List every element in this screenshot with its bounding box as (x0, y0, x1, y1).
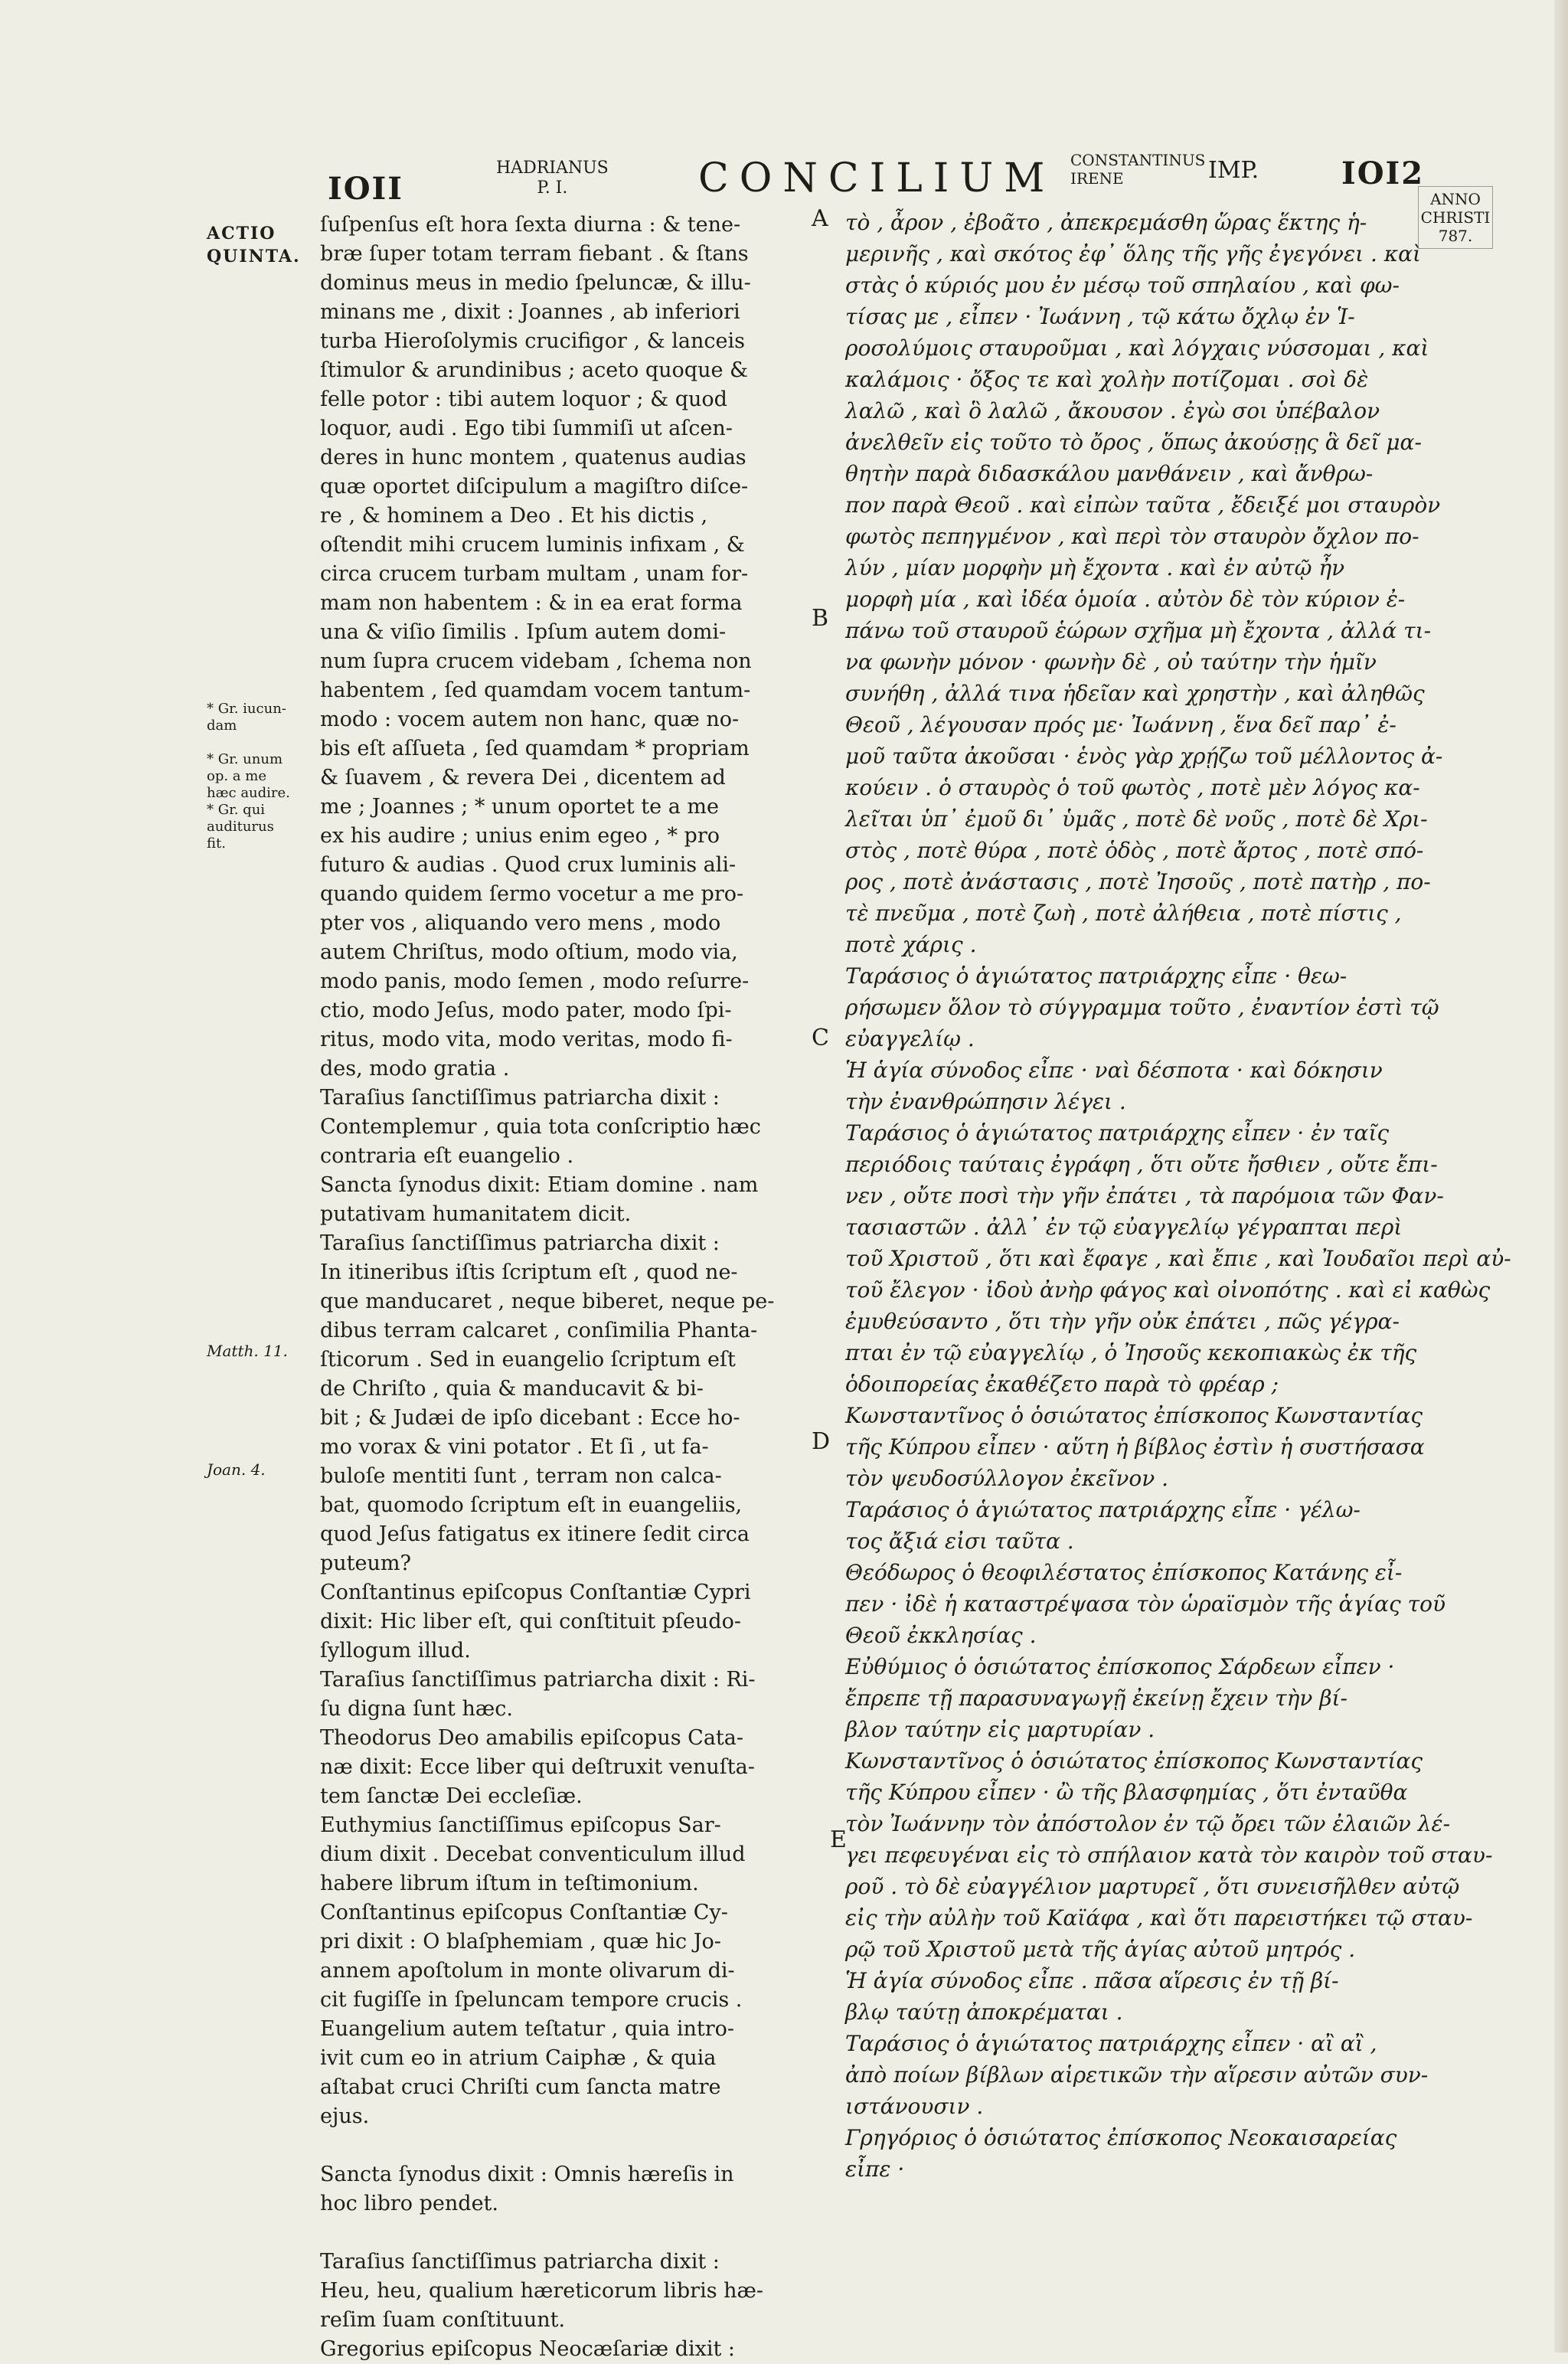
greek-text-line: φωτὸς πεπηγμένον , καὶ περὶ τὸν σταυρὸν ὄχλον πο- (845, 524, 1419, 549)
section-marker-a: A (812, 205, 828, 232)
greek-text-line: ποτὲ χάρις . (845, 932, 977, 957)
margin-note-line: dam (207, 718, 237, 734)
greek-text-line: βλον ταύτην εἰς μαρτυρίαν . (845, 1717, 1155, 1742)
latin-text-line: ctio, modo Jeſus, modo pater, modo ſpi- (320, 999, 732, 1022)
latin-text-line: tem ſanctæ Dei eccleſiæ. (320, 1784, 583, 1808)
latin-text-line: ejus. (320, 2104, 370, 2128)
latin-text-line: quando quidem ſermo vocetur a me pro- (320, 882, 744, 906)
greek-text-line: τος ἄξιά εἰσι ταῦτα . (845, 1529, 1074, 1554)
margin-actio-line-1: ACTIO (207, 224, 276, 244)
greek-text-line: πται ἐν τῷ εὐαγγελίῳ , ὁ Ἰησοῦς κεκοπιακὼς ἐκ τῆς (845, 1340, 1417, 1365)
greek-text-line: λαλῶ , καὶ ὃ λαλῶ , ἄκουσον . ἐγὼ σοι ὑπέβαλον (845, 398, 1380, 423)
greek-text-line: πάνω τοῦ σταυροῦ ἑώρων σχῆμα μὴ ἔχοντα , ἀλλά τι- (845, 618, 1432, 643)
latin-text-line: de Chriſto , quia & manducavit & bi- (320, 1377, 704, 1401)
section-marker-b: B (812, 605, 829, 632)
margin-note-line: fit. (207, 835, 226, 852)
margin-note-line: * Gr. unum (207, 751, 283, 767)
greek-text-line: καλάμοις · ὄξος τε καὶ χολὴν ποτίζομαι . σοὶ δὲ (845, 367, 1369, 392)
running-head-left (496, 159, 609, 198)
latin-text-line: oſtendit mihi crucem luminis infixam , & (320, 533, 745, 557)
latin-text-line: quæ oportet diſcipulum a magiſtro diſce- (320, 475, 749, 499)
latin-text-line: Sancta ſynodus dixit : Omnis hæreſis in (320, 2163, 734, 2186)
latin-text-line: Taraſius ſanctiſſimus patriarcha dixit : (320, 2250, 720, 2274)
latin-text-line (320, 2218, 825, 2248)
latin-text-line: bit ; & Judæi de ipſo dicebant : Ecce ho- (320, 1406, 740, 1430)
latin-text-line: aſtabat cruci Chriſti cum ſancta matre (320, 2075, 721, 2099)
greek-text-line: ρήσωμεν ὅλον τὸ σύγγραμμα τοῦτο , ἐναντίον ἐστὶ τῷ (845, 995, 1439, 1020)
page-edge (1554, 0, 1568, 2353)
greek-text-line: πον παρὰ Θεοῦ . καὶ εἰπὼν ταῦτα , ἔδειξέ μοι σταυρὸν (845, 492, 1441, 518)
greek-text-line: ρος , ποτὲ ἀνάστασις , ποτὲ Ἰησοῦς , ποτὲ πατὴρ , πο- (845, 869, 1431, 894)
section-marker-c: C (812, 1025, 829, 1051)
greek-text-line: συνήθη , ἀλλά τινα ἡδεῖαν καὶ χρηστὴν , καὶ ἀληθῶς (845, 681, 1425, 706)
latin-text-line: turba Hieroſolymis crucifigor , & lanceis (320, 329, 745, 353)
anno-line-1: ANNO (1430, 190, 1481, 208)
latin-text-line: bat, quomodo ſcriptum eſt in euangeliis, (320, 1493, 743, 1517)
latin-text-line: reſim ſuam conſtituunt. (320, 2308, 566, 2332)
greek-text-line: ιστάνουσιν . (845, 2094, 984, 2119)
margin-notes (207, 701, 322, 852)
latin-text-line: felle potor : tibi autem loquor ; & quod (320, 387, 727, 411)
latin-text-line: Gregorius epiſcopus Neocæſariæ dixit : (320, 2337, 736, 2361)
margin-note-line: op. a me (207, 768, 266, 784)
latin-text-line: dominus meus in medio ſpeluncæ, & illu- (320, 271, 751, 295)
latin-text-line: deres in hunc montem , quatenus audias (320, 446, 746, 469)
greek-text-line: τὸ , ἆρον , ἐβοᾶτο , ἀπεκρεμάσθη ὥρας ἕκτης ἡ- (845, 210, 1367, 235)
greek-text-line: Θεόδωρος ὁ θεοφιλέστατος ἐπίσκοπος Κατάνης εἶ- (845, 1560, 1403, 1585)
greek-text-line: Εὐθύμιος ὁ ὁσιώτατος ἐπίσκοπος Σάρδεων εἶπεν · (845, 1654, 1395, 1679)
latin-text-line: putativam humanitatem dicit. (320, 1202, 632, 1226)
greek-text-line: λεῖται ὑπ᾽ ἐμοῦ δι᾽ ὑμᾶς , ποτὲ δὲ νοῦς , ποτὲ δὲ Χρι- (845, 806, 1428, 832)
greek-text-line: τίσας με , εἶπεν · Ἰωάννη , τῷ κάτω ὄχλῳ ἐν Ἱ- (845, 304, 1355, 329)
greek-text-line: μορφὴ μία , καὶ ἰδέα ὁμοία . αὐτὸν δὲ τὸν κύριον ἐ- (845, 587, 1406, 612)
latin-text-line: Taraſius ſanctiſſimus patriarcha dixit : (320, 1231, 720, 1255)
section-marker-d: D (812, 1428, 831, 1455)
latin-text-line: buloſe mentiti ſunt , terram non calca- (320, 1464, 722, 1488)
running-head-left-line-2: P. I. (537, 178, 568, 198)
margin-ref-matthew: Matth. 11. (207, 1342, 288, 1360)
greek-text-line: ρῷ τοῦ Χριστοῦ μετὰ τῆς ἁγίας αὐτοῦ μητρός . (845, 1937, 1356, 1962)
running-head-left-line-1: HADRIANUS (496, 159, 609, 178)
latin-text-line: In itineribus iſtis ſcriptum eſt , quod ne- (320, 1260, 738, 1284)
latin-text-line: des, modo gratia . (320, 1057, 510, 1081)
latin-text-line: habere librum iſtum in teſtimonium. (320, 1872, 699, 1895)
page-number-left: IOII (328, 171, 403, 207)
latin-text-line: næ dixit: Ecce liber qui deſtruxit venuſta- (320, 1755, 755, 1779)
latin-text-line: Theodorus Deo amabilis epiſcopus Cata- (320, 1726, 743, 1750)
latin-text-line: Taraſius ſanctiſſimus patriarcha dixit : Ri- (320, 1668, 756, 1692)
greek-text-line: τῆς Κύπρου εἶπεν · αὕτη ἡ βίβλος ἐστὶν ἡ συστήσασα (845, 1434, 1425, 1460)
greek-text-line: μερινῆς , καὶ σκότος ἐφ᾽ ὅλης τῆς γῆς ἐγεγόνει . καὶ (845, 241, 1422, 266)
latin-text-line: contraria eſt euangelio . (320, 1144, 574, 1168)
greek-text-line: νεν , οὔτε ποσὶ τὴν γῆν ἐπάτει , τὰ παρόμοια τῶν Φαν- (845, 1183, 1444, 1208)
latin-text-line: dibus terram calcaret , conſimilia Phanta- (320, 1319, 758, 1342)
margin-ref-john: Joan. 4. (207, 1460, 266, 1479)
latin-text-line: Contemplemur , quia tota conſcriptio hæc (320, 1115, 761, 1139)
greek-text-line: Ταράσιος ὁ ἁγιώτατος πατριάρχης εἶπεν · αἲ αἲ , (845, 2031, 1377, 2056)
greek-text-line: κούειν . ὁ σταυρὸς ὁ τοῦ φωτὸς , ποτὲ μὲν λόγος κα- (845, 775, 1420, 800)
greek-text-line: περιόδοις ταύταις ἐγράφη , ὅτι οὔτε ἤσθιεν , οὔτε ἔπι- (845, 1152, 1438, 1177)
latin-text-line: cit fugiſſe in ſpeluncam tempore crucis . (320, 1988, 743, 2012)
latin-text-line: ſtimulor & arundinibus ; aceto quoque & (320, 358, 749, 382)
latin-text-line: re , & hominem a Deo . Et his dictis , (320, 504, 708, 528)
running-head-right (1070, 151, 1205, 188)
latin-text-line: ex his audire ; unius enim egeo , * pro (320, 824, 720, 848)
greek-text-line: Γρηγόριος ὁ ὁσιώτατος ἐπίσκοπος Νεοκαισαρείας (845, 2125, 1397, 2150)
greek-text-line: Ἡ ἁγία σύνοδος εἶπε . πᾶσα αἵρεσις ἐν τῇ βί- (845, 1968, 1339, 1993)
greek-text-line: τὴν ἐνανθρώπησιν λέγει . (845, 1089, 1126, 1114)
greek-text-line: τὸν Ἰωάννην τὸν ἀπόστολον ἐν τῷ ὄρει τῶν ἐλαιῶν λέ- (845, 1811, 1451, 1836)
latin-text-line: puteum? (320, 1551, 411, 1575)
latin-text-line: ſuſpenſus eſt hora ſexta diurna : & tene- (320, 213, 741, 237)
latin-text-line: una & viſio ſimilis . Ipſum autem domi- (320, 620, 727, 644)
latin-text-line: ritus, modo vita, modo veritas, modo fi- (320, 1028, 733, 1051)
greek-text-line: στὰς ὁ κύριός μου ἐν μέσῳ τοῦ σπηλαίου , καὶ φω- (845, 273, 1400, 298)
latin-text-line: loquor, audi . Ego tibi ſummiſi ut aſcen- (320, 417, 733, 440)
greek-text-line: ὁδοιπορείας ἐκαθέζετο παρὰ τὸ φρέαρ ; (845, 1372, 1279, 1397)
latin-text-line: annem apoſtolum in monte olivarum di- (320, 1959, 735, 1983)
anno-line-2: CHRISTI (1420, 208, 1491, 227)
greek-text-line: τὲ πνεῦμα , ποτὲ ζωὴ , ποτὲ ἀλήθεια , ποτὲ πίστις , (845, 901, 1402, 926)
greek-text-line: Θεοῦ , λέγουσαν πρός με· Ἰωάννη , ἕνα δεῖ παρ᾽ ἐ- (845, 712, 1396, 737)
greek-text-line: ἀνελθεῖν εἰς τοῦτο τὸ ὄρος , ὅπως ἀκούσῃς ἃ δεῖ μα- (845, 430, 1422, 455)
margin-note-line: * Gr. iucun- (207, 701, 286, 717)
greek-text-line: Θεοῦ ἐκκλησίας . (845, 1623, 1037, 1648)
greek-text-line: Ταράσιος ὁ ἁγιώτατος πατριάρχης εἶπεν · ἐν ταῖς (845, 1120, 1390, 1146)
greek-text-line: βλῳ ταύτῃ ἀποκρέμαται . (845, 1999, 1123, 2025)
latin-text-line: hoc libro pendet. (320, 2192, 498, 2215)
greek-text-line: τοῦ Χριστοῦ , ὅτι καὶ ἔφαγε , καὶ ἔπιε , καὶ Ἰουδαῖοι περὶ αὐ- (845, 1246, 1511, 1271)
anno-line-3: 787. (1438, 227, 1473, 245)
latin-text-line: modo panis, modo ſemen , modo reſurre- (320, 969, 750, 993)
latin-text-line: num ſupra crucem videbam , ſchema non (320, 649, 752, 673)
greek-text-line: μοῦ ταῦτα ἀκοῦσαι · ἑνὸς γὰρ χρῄζω τοῦ μέλλοντος ἀ- (845, 744, 1443, 769)
greek-text-line: ἐμυθεύσαντο , ὅτι τὴν γῆν οὐκ ἐπάτει , πῶς γέγρα- (845, 1309, 1400, 1334)
latin-text-line: Conſtantinus epiſcopus Conſtantiæ Cypri (320, 1581, 751, 1604)
latin-text-line: & ſuavem , & revera Dei , dicentem ad (320, 766, 726, 790)
greek-text-line: Ἡ ἁγία σύνοδος εἶπε · ναὶ δέσποτα · καὶ δόκησιν (845, 1058, 1383, 1083)
greek-text-line: Ταράσιος ὁ ἁγιώτατος πατριάρχης εἶπε · θεω- (845, 963, 1348, 989)
running-head-right-line-1: CONSTANTINUS (1070, 151, 1206, 169)
greek-text-line: Κωνσταντῖνος ὁ ὁσιώτατος ἐπίσκοπος Κωνσταντίας (845, 1403, 1423, 1428)
latin-text-line: ivit cum eo in atrium Caiphæ , & quia (320, 2046, 717, 2070)
margin-actio-line-2: QUINTA. (207, 247, 301, 266)
greek-text-line: τοῦ ἔλεγον · ἰδοὺ ἀνὴρ φάγος καὶ οἰνοπότης . καὶ εἰ καθὼς (845, 1277, 1491, 1303)
greek-text-line: τῆς Κύπρου εἶπεν · ὢ τῆς βλασφημίας , ὅτι ἐνταῦθα (845, 1780, 1408, 1805)
greek-text-line: ἔπρεπε τῇ παρασυναγωγῇ ἐκείνῃ ἔχειν τὴν βί- (845, 1686, 1348, 1711)
running-head-right-line-2: IRENE (1070, 169, 1124, 188)
latin-text-line: minans me , dixit : Joannes , ab inferiori (320, 300, 740, 324)
greek-text-line: γει πεφευγέναι εἰς τὸ σπήλαιον κατὰ τὸν καιρὸν τοῦ σταυ- (845, 1842, 1493, 1868)
latin-text-line: futuro & audias . Quod crux luminis ali- (320, 853, 737, 877)
latin-text-line: Euangelium autem teſtatur , quia intro- (320, 2017, 735, 2041)
latin-column (320, 211, 825, 2364)
page-number-right: IOI2 (1341, 155, 1425, 191)
latin-text-line (320, 2131, 825, 2160)
greek-text-line: λύν , μίαν μορφὴν μὴ ἔχοντα . καὶ ἐν αὐτῷ ἦν (845, 555, 1345, 580)
latin-text-line: mam non habentem : & in ea erat forma (320, 591, 743, 615)
page-title: CONCILIUM (698, 155, 1056, 201)
greek-text-line: τὸν ψευδοσύλλογον ἐκεῖνον . (845, 1466, 1169, 1491)
latin-text-line: habentem , ſed quamdam vocem tantum- (320, 678, 751, 702)
greek-text-line: πεν · ἰδὲ ἡ καταστρέψασα τὸν ὡραϊσμὸν τῆς ἁγίας τοῦ (845, 1591, 1446, 1617)
anno-christi-box (1418, 186, 1493, 249)
latin-text-line: dixit: Hic liber eſt, qui conſtituit pſeudo- (320, 1610, 741, 1633)
margin-note-line (207, 734, 322, 751)
margin-note-line: auditurus (207, 819, 274, 835)
greek-text-line: εἰς τὴν αὐλὴν τοῦ Καϊάφα , καὶ ὅτι παρειστήκει τῷ σταυ- (845, 1905, 1473, 1931)
greek-text-line: εὐαγγελίῳ . (845, 1026, 975, 1051)
latin-text-line: bræ ſuper totam terram fiebant . & ſtans (320, 242, 749, 266)
latin-text-line: pri dixit : O blaſphemiam , quæ hic Jo- (320, 1930, 721, 1954)
latin-text-line: Sancta ſynodus dixit: Etiam domine . nam (320, 1173, 759, 1197)
latin-text-line: dium dixit . Decebat conventiculum illud (320, 1842, 746, 1866)
latin-text-line: quod Jeſus fatigatus ex itinere ſedit circa (320, 1522, 750, 1546)
latin-text-line: modo : vocem autem non hanc, quæ no- (320, 708, 740, 731)
greek-text-line: θητὴν παρὰ διδασκάλου μανθάνειν , καὶ ἄνθρω- (845, 461, 1374, 486)
latin-text-line: Taraſius ſanctiſſimus patriarcha dixit : (320, 1086, 720, 1110)
latin-text-line: Euthymius ſanctiſſimus epiſcopus Sar- (320, 1813, 721, 1837)
latin-text-line: Heu, heu, qualium hæreticorum libris hæ- (320, 2279, 764, 2303)
margin-note-line: * Gr. qui (207, 802, 266, 818)
latin-text-line: bis eſt aſſueta , ſed quamdam * propriam (320, 737, 750, 760)
latin-text-line: Conſtantinus epiſcopus Conſtantiæ Cy- (320, 1901, 728, 1924)
latin-text-line: pter vos , aliquando vero mens , modo (320, 911, 721, 935)
greek-text-line: να φωνὴν μόνον · φωνὴν δὲ , οὐ ταύτην τὴν ἡμῖν (845, 649, 1377, 675)
latin-text-line: ſticorum . Sed in euangelio ſcriptum eſt (320, 1348, 736, 1372)
latin-text-line: mo vorax & vini potator . Et ſi , ut fa- (320, 1435, 709, 1459)
latin-text-line: ſu digna ſunt hæc. (320, 1697, 513, 1721)
latin-text-line: ſyllogum illud. (320, 1639, 471, 1663)
latin-text-line: circa crucem turbam multam , unam for- (320, 562, 749, 586)
latin-text-line: que manducaret , neque biberet, neque pe- (320, 1290, 775, 1313)
greek-text-line: εἶπε · (845, 2156, 905, 2182)
running-head-imp: IMP. (1208, 157, 1259, 184)
latin-text-line: me ; Joannes ; * unum oportet te a me (320, 795, 719, 819)
greek-text-line: ἀπὸ ποίων βίβλων αἱρετικῶν τὴν αἵρεσιν αὐτῶν συν- (845, 2062, 1429, 2088)
greek-text-line: Κωνσταντῖνος ὁ ὁσιώτατος ἐπίσκοπος Κωνσταντίας (845, 1748, 1423, 1774)
greek-text-line: τασιαστῶν . ἀλλ᾽ ἐν τῷ εὐαγγελίῳ γέγραπται περὶ (845, 1215, 1403, 1240)
section-marker-e: E (830, 1826, 847, 1853)
greek-text-line: Ταράσιος ὁ ἁγιώτατος πατριάρχης εἶπε · γέλω- (845, 1497, 1361, 1522)
greek-text-line: ροσολύμοις σταυροῦμαι , καὶ λόγχαις νύσσομαι , καὶ (845, 335, 1429, 361)
margin-note-line: hæc audire. (207, 785, 290, 801)
greek-text-line: ροῦ . τὸ δὲ εὐαγγέλιον μαρτυρεῖ , ὅτι συνεισῆλθεν αὐτῷ (845, 1874, 1460, 1899)
greek-text-line: στὸς , ποτὲ θύρα , ποτὲ ὁδὸς , ποτὲ ἄρτος , ποτὲ σπό- (845, 838, 1424, 863)
latin-text-line: autem Chriſtus, modo oſtium, modo via, (320, 940, 738, 964)
margin-actio (207, 222, 301, 268)
